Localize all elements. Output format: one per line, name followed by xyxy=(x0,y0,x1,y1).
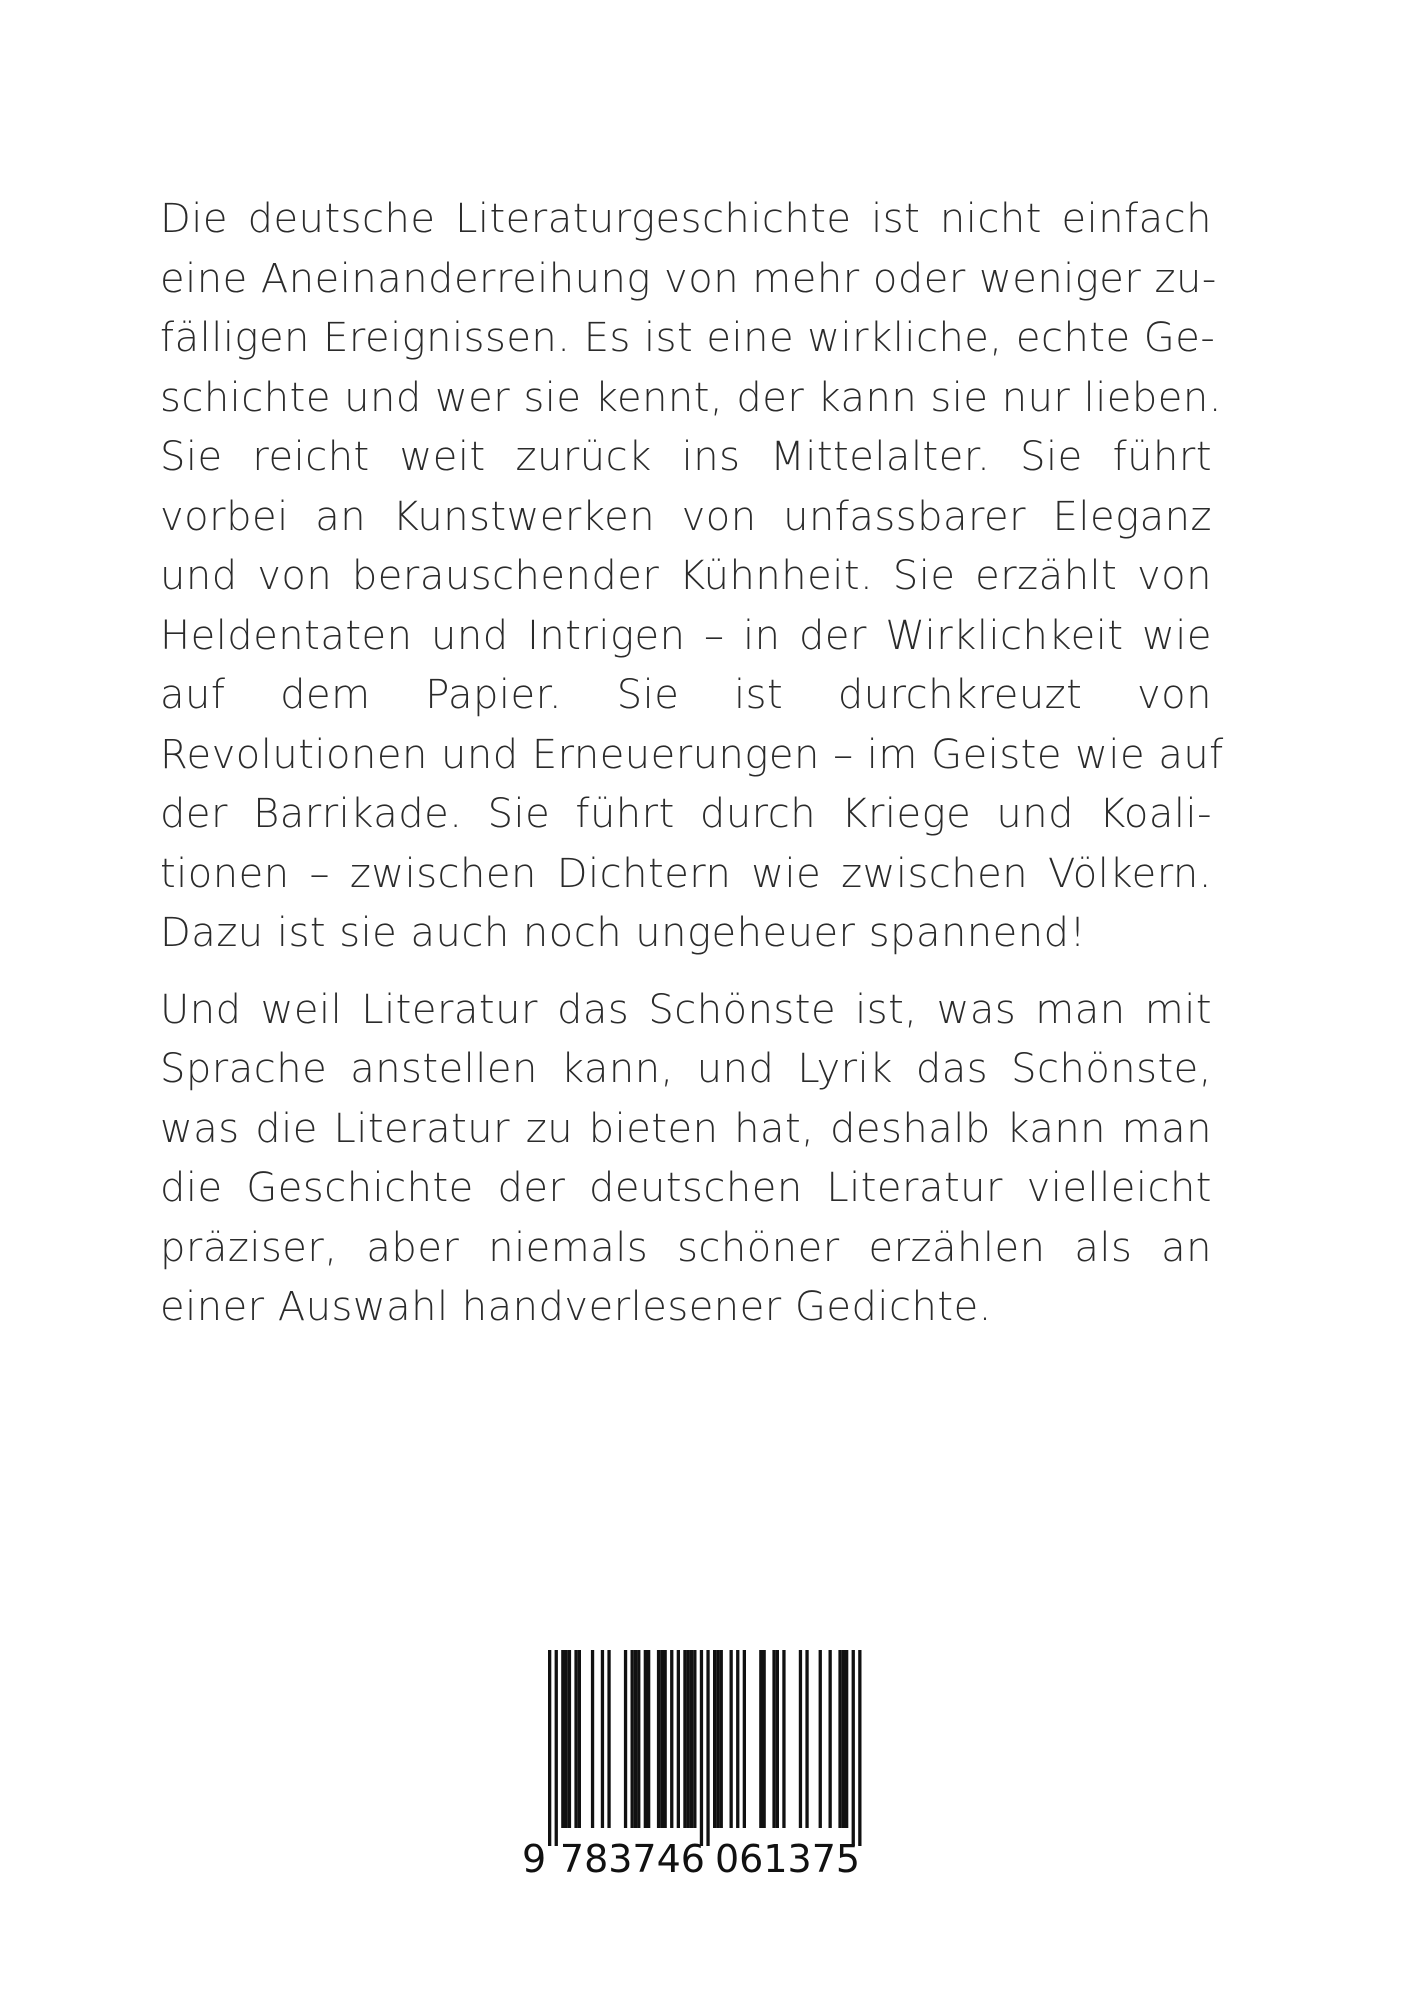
barcode-bar xyxy=(706,1650,709,1846)
barcode-bar xyxy=(716,1650,719,1828)
blurb-paragraph-1 xyxy=(160,190,1224,964)
barcode-bar xyxy=(693,1650,696,1828)
barcode-bar xyxy=(730,1650,733,1828)
blurb-line: einer Auswahl handverlesener Gedichte. xyxy=(160,1284,992,1330)
blurb-line: Sie reicht weit zurück ins Mittelalter. Sie führt xyxy=(160,434,1212,480)
barcode-bar xyxy=(568,1650,571,1828)
blurb-paragraph-2 xyxy=(160,981,1212,1338)
barcode-bar xyxy=(736,1650,739,1828)
barcode-bar xyxy=(664,1650,667,1828)
barcode-bar xyxy=(548,1650,551,1846)
barcode-bar xyxy=(644,1650,647,1828)
barcode-bar xyxy=(687,1650,690,1828)
blurb-line: Dazu ist sie auch noch ungeheuer spannend! xyxy=(160,910,1087,956)
barcode-bar xyxy=(657,1650,660,1828)
barcode-bar xyxy=(637,1650,640,1828)
blurb-text xyxy=(160,190,1224,1338)
barcode-bar xyxy=(772,1650,775,1828)
blurb-line: tionen – zwischen Dichtern wie zwischen Völkern. xyxy=(160,850,1212,897)
barcode-bar xyxy=(574,1650,577,1828)
blurb-line: Und weil Literatur das Schönste ist, was man mit xyxy=(160,986,1212,1033)
barcode-bar xyxy=(819,1650,822,1828)
blurb-line: was die Literatur zu bieten hat, deshalb kann man xyxy=(160,1105,1212,1152)
blurb-line: der Barrikade. Sie führt durch Kriege und Koali- xyxy=(160,791,1212,837)
barcode-bar xyxy=(845,1650,848,1828)
barcode-bar xyxy=(624,1650,627,1828)
blurb-line: präziser, aber niemals schöner erzählen als an xyxy=(160,1224,1212,1271)
blurb-line: Die deutsche Literaturgeschichte ist nicht einfach xyxy=(160,196,1212,242)
barcode-bar xyxy=(670,1650,673,1828)
barcode-bar xyxy=(631,1650,634,1828)
blurb-line: Revolutionen und Erneuerungen – im Geiste wie auf xyxy=(160,731,1224,778)
barcode-digits-left: 783746 xyxy=(559,1837,705,1880)
barcode-bar xyxy=(660,1650,663,1828)
blurb-line: Sprache anstellen kann, und Lyrik das Schönste, xyxy=(160,1046,1212,1092)
barcode-bar xyxy=(555,1650,558,1846)
isbn-barcode xyxy=(520,1650,880,1880)
barcode-bar xyxy=(743,1650,746,1828)
barcode-bar xyxy=(713,1650,716,1828)
barcode-bar xyxy=(565,1650,568,1828)
blurb-line: die Geschichte der deutschen Literatur vielleicht xyxy=(160,1165,1212,1211)
blurb-line: und von berauschender Kühnheit. Sie erzählt von xyxy=(160,553,1212,599)
barcode-bar xyxy=(842,1650,845,1828)
barcode-bar xyxy=(838,1650,841,1828)
barcode-bar xyxy=(607,1650,610,1828)
blurb-line: schichte und wer sie kennt, der kann sie nur lieben. xyxy=(160,374,1222,421)
barcode-bar xyxy=(763,1650,766,1828)
barcode-bar xyxy=(578,1650,581,1828)
barcode-bar xyxy=(829,1650,832,1828)
barcode-bar xyxy=(561,1650,564,1828)
barcode-bar xyxy=(634,1650,637,1828)
barcode-graphic xyxy=(520,1650,880,1880)
barcode-digit-lead: 9 xyxy=(522,1837,547,1880)
barcode-bar xyxy=(720,1650,723,1828)
barcode-bar xyxy=(799,1650,802,1828)
blurb-line: vorbei an Kunstwerken von unfassbarer Eleganz xyxy=(160,493,1212,540)
barcode-bar xyxy=(858,1650,861,1846)
barcode-bar xyxy=(805,1650,808,1828)
barcode-bar xyxy=(647,1650,650,1828)
barcode-bar xyxy=(782,1650,785,1828)
blurb-line: auf dem Papier. Sie ist durchkreuzt von xyxy=(160,672,1212,718)
barcode-bar xyxy=(759,1650,762,1828)
barcode-bar xyxy=(677,1650,680,1828)
barcode-bar xyxy=(683,1650,686,1828)
barcode-bar xyxy=(700,1650,703,1846)
blurb-line: fälligen Ereignissen. Es ist eine wirkliche, echte Ge- xyxy=(160,315,1216,361)
barcode-bar xyxy=(601,1650,604,1828)
barcode-bar xyxy=(690,1650,693,1828)
blurb-line: Heldentaten und Intrigen – in der Wirklichkeit wie xyxy=(160,612,1212,659)
barcode-bar xyxy=(852,1650,855,1846)
blurb-line: eine Aneinanderreihung von mehr oder weniger zu- xyxy=(160,255,1217,302)
barcode-digits-right: 061375 xyxy=(715,1837,861,1880)
barcode-bar xyxy=(776,1650,779,1828)
barcode-bar xyxy=(591,1650,594,1828)
